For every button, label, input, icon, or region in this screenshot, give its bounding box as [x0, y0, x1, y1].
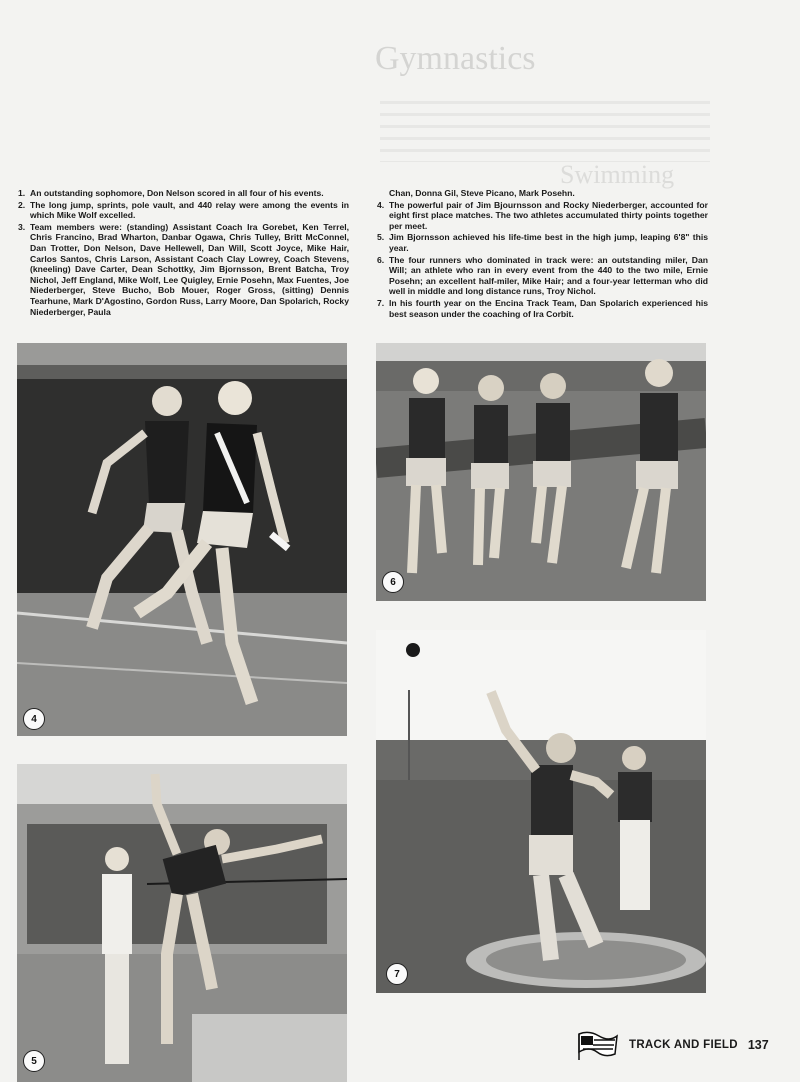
photo-number-badge: 5 [23, 1050, 45, 1072]
photo-high-jumper [17, 764, 347, 1082]
section-label: TRACK AND FIELD [629, 1039, 738, 1051]
caption-text: Team members were: (standing) Assistant Coach Ira Gorebet, Ken Terrel, Chris Francino, Brad Wharton, Danbar Ogawa, Chris Tulley, Britt McConnel, Dan Trotter, Don Nelson, Dave Hellewell, Dan Will, Scott Joyce, Mike Hair, Carlos Santos, Chris Larson, Assistant Coach Clay Lowrey, Coach Stevens, (kneeling) Dave Carter, Dean Schottky, Jim Bjornsson, Brent Batcha, Troy Nichol, Jeff England, Mike Wolf, Lee Quigley, Ernie Posehn, Max Fuentes, Joe Niederberger, Steve Bucho, Bob Mouer, Roger Gross, (sitting) Dennis Tearhune, Mark D'Agostino, Gordon Russ, Larry Moore, Dan Spolarich, Rocky Niederberger, Paula [30, 221, 349, 317]
photo-distance-runners [376, 343, 706, 601]
caption-text: The four runners who dominated in track were: an outstanding miler, Dan Will; an athlete who ran in every event from the 440 to the two mile, Ernie Posehn; an excellent half-miler, Mike Hair; and a four-year letterman who did well in middle and long distance runs, Troy Nichol. [389, 254, 708, 297]
caption-text: The powerful pair of Jim Bjournsson and Rocky Niederberger, accounted for eight first place matches. The two athletes accumulated thirty points together per meet. [389, 199, 708, 231]
caption-4 [377, 200, 708, 232]
caption-text: An outstanding sophomore, Don Nelson scored in all four of his events. [30, 188, 324, 198]
caption-text: Jim Bjornsson achieved his life-time best in the high jump, leaping 6'8" this year. [389, 232, 708, 253]
caption-number: 7. [377, 297, 385, 308]
caption-number: 2. [18, 199, 26, 210]
bleed-through-title-2: Swimming [560, 160, 675, 189]
photo-relay-runners [17, 343, 347, 736]
page-number: 137 [747, 1038, 769, 1052]
caption-number: 6. [377, 254, 385, 265]
photo-relay-runners-image [17, 343, 347, 736]
caption-1 [18, 188, 349, 199]
caption-number: 5. [377, 232, 385, 243]
bleed-through-title: Gymnastics [375, 40, 536, 77]
photo-number-badge: 6 [382, 571, 404, 593]
photo-number-badge: 4 [23, 708, 45, 730]
captions-left-column [18, 188, 349, 318]
photo-number-badge: 7 [386, 963, 408, 985]
page-footer [575, 1025, 775, 1065]
caption-3-continued [377, 188, 708, 199]
caption-number: 4. [377, 199, 385, 210]
caption-3 [18, 222, 349, 317]
caption-2 [18, 200, 349, 221]
caption-number: 3. [18, 221, 26, 232]
caption-6 [377, 255, 708, 297]
photo-shot-putter [376, 630, 706, 993]
caption-number [377, 188, 389, 199]
caption-5 [377, 232, 708, 253]
photo-high-jumper-image [17, 764, 347, 1082]
photo-shot-putter-image [376, 630, 706, 993]
caption-text: The long jump, sprints, pole vault, and 440 relay were among the events in which Mike Wolf excelled. [30, 199, 349, 221]
flag-icon [575, 1028, 619, 1062]
captions-right-column [377, 188, 708, 320]
caption-text: In his fourth year on the Encina Track Team, Dan Spolarich experienced his best season under the coaching of Ira Corbit. [389, 297, 708, 319]
caption-7 [377, 298, 708, 319]
bleed-through-text [380, 92, 710, 162]
caption-number: 1. [18, 188, 26, 198]
photo-distance-runners-image [376, 343, 706, 601]
caption-text: Chan, Donna Gil, Steve Picano, Mark Posehn. [389, 188, 575, 198]
